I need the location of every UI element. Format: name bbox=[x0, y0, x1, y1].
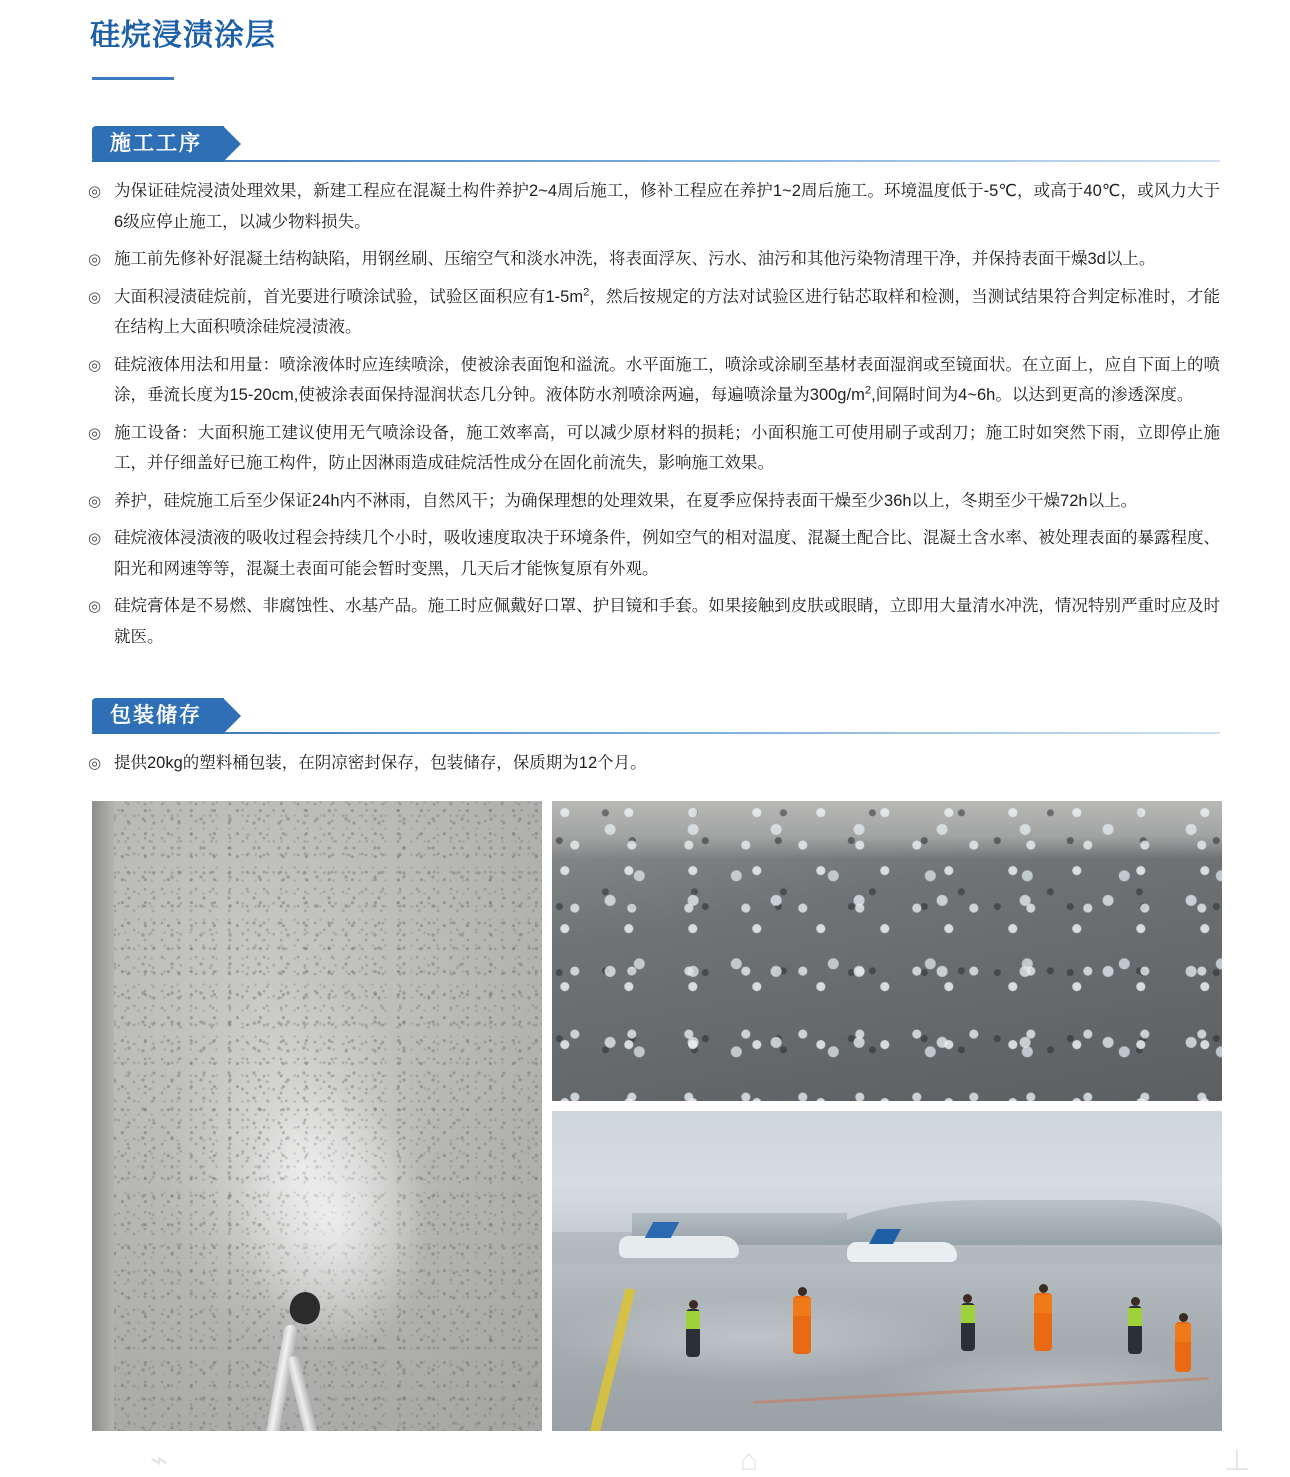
photo-wet-aggregate-surface bbox=[552, 801, 1222, 1101]
bullet-icon: ◎ bbox=[88, 183, 102, 200]
photo-spray-on-concrete-wall bbox=[92, 801, 542, 1431]
list-item-text: 大面积浸渍硅烷前，首光要进行喷涂试验，试验区面积应有$1-5m^2$，然后按规定的方法对试验区进行钻芯取样和检测，当测试结果符合判定标准时，才能在结构上大面积喷涂硅烷浸渍液。 bbox=[114, 286, 1220, 337]
list-item-text: 施工设备：大面积施工建议使用无气喷涂设备，施工效率高，可以减少原材料的损耗；小面积施工可使用刷子或刮刀；施工时如突然下雨，立即停止施工，并仔细盖好已施工构件，防止因淋雨造成硅烷活性成分在固化前流失，影响施工效果。 bbox=[114, 423, 1220, 473]
list-item bbox=[88, 523, 1220, 584]
aggregate-stones-overlay bbox=[552, 801, 1222, 1101]
worker bbox=[961, 1303, 975, 1351]
bullet-icon: ◎ bbox=[88, 530, 102, 548]
decorative-mark: ⌂ bbox=[740, 1444, 759, 1477]
bullet-icon: ◎ bbox=[88, 424, 102, 442]
worker-head bbox=[1131, 1297, 1140, 1306]
safety-vest bbox=[1175, 1324, 1191, 1342]
section-rule bbox=[92, 160, 1220, 162]
page-bottom-marks bbox=[0, 1442, 1290, 1476]
list-item-text: 施工前先修补好混凝土结构缺陷，用钢丝刷、压缩空气和淡水冲洗，将表面浮灰、污水、油污和其他污染物清理干净，并保持表面干燥3d以上。 bbox=[114, 250, 1156, 269]
safety-vest bbox=[793, 1298, 811, 1316]
section-title-packing-storage: 包装储存 bbox=[92, 698, 224, 734]
gallery-column-right bbox=[552, 801, 1222, 1431]
list-item bbox=[88, 350, 1220, 411]
worker bbox=[1034, 1293, 1052, 1351]
photo-airport-apron-workers bbox=[552, 1111, 1222, 1431]
worker-head bbox=[798, 1287, 807, 1296]
list-item bbox=[88, 591, 1220, 652]
worker bbox=[1128, 1306, 1142, 1354]
section-rule bbox=[92, 732, 1220, 734]
worker-head bbox=[963, 1294, 972, 1303]
list-item-text: 提供20kg的塑料桶包装，在阴凉密封保存，包装储存，保质期为12个月。 bbox=[114, 754, 647, 773]
worker bbox=[686, 1309, 700, 1357]
list-item-text: 硅烷液体浸渍液的吸收过程会持续几个小时，吸收速度取决于环境条件，例如空气的相对温度、混凝土配合比、混凝土含水率、被处理表面的暴露程度、阳光和网速等等，混凝土表面可能会暂时变黑，几天后才能恢复原有外观。 bbox=[114, 529, 1220, 578]
list-item bbox=[88, 176, 1220, 237]
bullet-icon: ◎ bbox=[88, 251, 102, 269]
worker bbox=[1175, 1322, 1191, 1372]
worker bbox=[793, 1296, 811, 1354]
safety-vest bbox=[961, 1305, 975, 1323]
bullet-icon: ◎ bbox=[88, 356, 102, 374]
page-title: 硅烷浸渍涂层 bbox=[90, 19, 276, 52]
list-item bbox=[88, 244, 1220, 275]
bullet-icon: ◎ bbox=[88, 288, 102, 306]
list-item bbox=[88, 418, 1220, 479]
safety-vest bbox=[1034, 1295, 1052, 1313]
wet-pavement-sheen bbox=[552, 1277, 1222, 1431]
title-underline bbox=[92, 77, 174, 80]
airplane-left bbox=[619, 1236, 739, 1258]
worker-head bbox=[1179, 1313, 1188, 1322]
list-item-text: 养护，硅烷施工后至少保证24h内不淋雨，自然风干；为确保理想的处理效果，在夏季应保持表面干燥至少36h以上，冬期至少干燥72h以上。 bbox=[114, 491, 1138, 510]
list-item bbox=[88, 282, 1220, 343]
bullet-icon: ◎ bbox=[88, 755, 102, 773]
construction-process-list bbox=[88, 176, 1220, 652]
list-item bbox=[88, 486, 1220, 517]
list-item-text: 硅烷膏体是不易燃、非腐蚀性、水基产品。施工时应佩戴好口罩、护目镜和手套。如果接触到皮肤或眼睛，立即用大量清水冲洗，情况特别严重时应及时就医。 bbox=[114, 597, 1220, 646]
wall-edge bbox=[92, 801, 114, 1431]
decorative-mark: ⊥ bbox=[1223, 1444, 1250, 1477]
bullet-icon: ◎ bbox=[88, 598, 102, 616]
section-header-construction-process bbox=[92, 126, 1220, 162]
safety-vest bbox=[686, 1311, 700, 1329]
worker-head bbox=[1039, 1284, 1048, 1293]
decorative-mark: ⌁ bbox=[150, 1444, 169, 1477]
section-header-packing-storage bbox=[92, 698, 1220, 734]
spray-plume bbox=[194, 1026, 464, 1355]
bullet-icon: ◎ bbox=[88, 492, 102, 510]
section-title-construction-process: 施工工序 bbox=[92, 126, 224, 162]
photo-gallery bbox=[92, 801, 1222, 1431]
packing-storage-list bbox=[88, 748, 1220, 779]
safety-vest bbox=[1128, 1308, 1142, 1326]
worker-head bbox=[689, 1300, 698, 1309]
list-item bbox=[88, 748, 1220, 779]
list-item-text: 硅烷液体用法和用量：喷涂液体时应连续喷涂，使被涂表面饱和溢流。水平面施工，喷涂或涂刷至基材表面湿润或至镜面状。在立面上，应自下面上的喷涂，垂流长度为15-20cm,使被涂表面保持湿润状态几分钟。液体防水剂喷涂两遍，每遍喷涂量为$300g/m^2$,间隔时间为4~6h。以达到更高的渗透深度。 bbox=[114, 355, 1220, 405]
airplane-right bbox=[847, 1242, 957, 1262]
list-item-text: 为保证硅烷浸渍处理效果，新建工程应在混凝土构件养护2~4周后施工，修补工程应在养护1~2周后施工。环境温度低于-5℃，或高于40℃，或风力大于6级应停止施工，以减少物料损失。 bbox=[114, 182, 1220, 231]
gallery-column-left bbox=[92, 801, 542, 1431]
